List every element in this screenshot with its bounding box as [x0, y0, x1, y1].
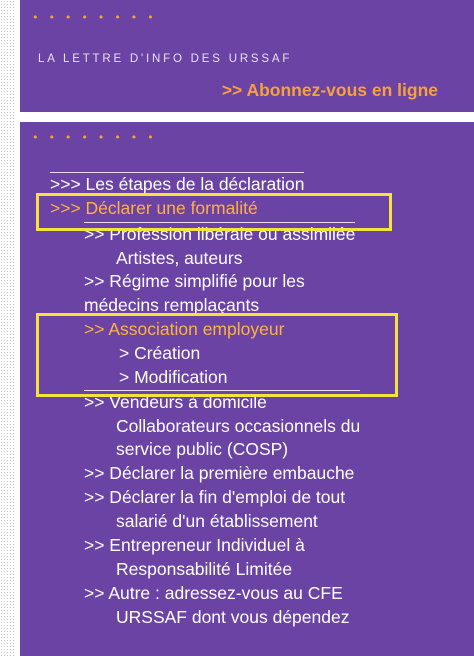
menu-item-label: >>> Les étapes de la déclaration [50, 174, 305, 194]
menu-item-label: >> Association employeur [84, 319, 285, 339]
menu-item-label: >> Autre : adressez-vous au CFE [84, 583, 343, 603]
menu-item-declarer-formalite[interactable] [50, 197, 258, 221]
newsletter-banner [20, 0, 474, 112]
decorative-dots: • • • • • • • • [32, 131, 156, 144]
menu-item-label: >> Déclarer la fin d'emploi de tout [84, 487, 346, 507]
decorative-dots: • • • • • • • • [32, 11, 156, 24]
menu-item-premiere-embauche[interactable] [84, 462, 354, 486]
menu-item-regime-simplifie[interactable] [84, 270, 305, 317]
menu-item-label-cont: Collaborateurs occasionnels du [116, 415, 361, 436]
navigation-panel [20, 122, 474, 656]
menu-item-label: >> Profession libérale ou assimilée [84, 224, 356, 244]
menu-item-label: > Modification [119, 367, 228, 387]
menu-item-fin-emploi[interactable] [84, 486, 345, 533]
menu-item-label: >> Régime simplifié pour les [84, 271, 305, 291]
menu-item-label-cont: URSSAF dont vous dépendez [116, 606, 350, 627]
menu-item-modification[interactable] [119, 366, 227, 390]
menu-item-creation[interactable] [119, 342, 200, 366]
newsletter-title: LA LETTRE D'INFO DES URSSAF [38, 53, 293, 65]
menu-item-label: > Création [119, 343, 201, 363]
menu-item-label: >> Vendeurs à domicile [84, 392, 267, 412]
menu-item-label: >> Entrepreneur Individuel à [84, 535, 305, 555]
menu-item-autre-cfe[interactable] [84, 582, 349, 629]
menu-item-label-cont: Artistes, auteurs [116, 247, 243, 268]
menu-item-label-cont: Responsabilité Limitée [116, 558, 293, 579]
menu-item-association-employeur[interactable] [84, 318, 284, 342]
formalites-menu [20, 122, 474, 656]
menu-item-vendeurs-domicile[interactable] [84, 390, 360, 462]
menu-item-label: >>> Déclarer une formalité [50, 198, 258, 218]
menu-item-label-cont: service public (COSP) [116, 439, 289, 459]
menu-item-eirl[interactable] [84, 534, 305, 581]
menu-item-label-cont: salarié d'un établissement [116, 510, 318, 531]
menu-item-label-cont: médecins remplaçants [84, 294, 260, 315]
menu-item-etapes-declaration[interactable] [50, 172, 304, 197]
subscribe-online-link[interactable]: >> Abonnez-vous en ligne [221, 80, 438, 100]
menu-item-profession-liberale[interactable] [84, 222, 355, 270]
menu-item-label: >> Déclarer la première embauche [84, 463, 355, 483]
